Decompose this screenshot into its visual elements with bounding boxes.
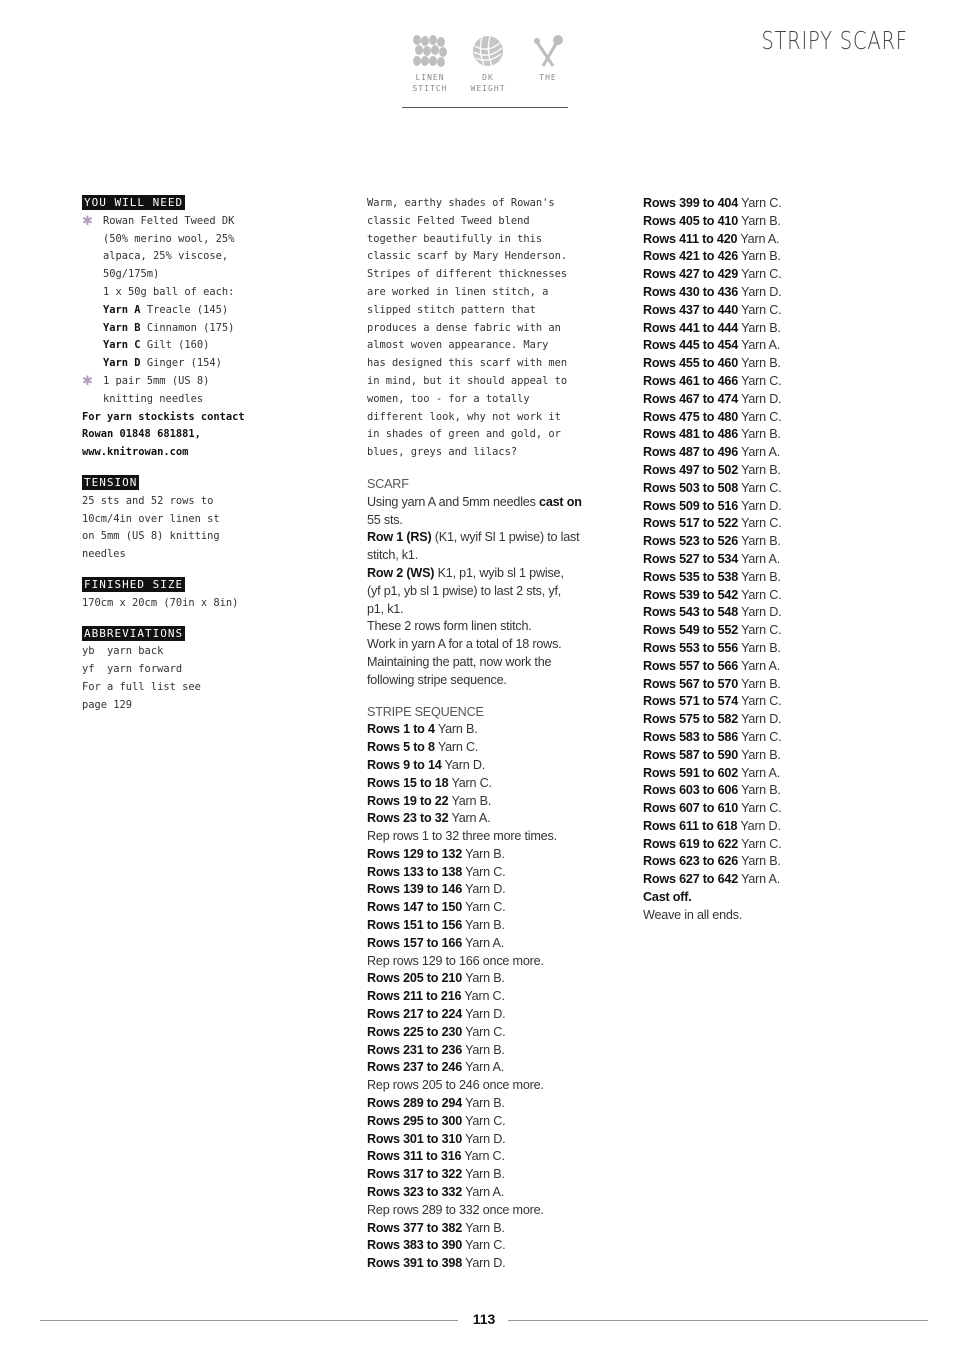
stripe-row: Rep rows 129 to 166 once more. [367, 953, 544, 968]
yarn-line: 50g/175m) [103, 268, 160, 281]
abbreviation-line: For a full list see [82, 680, 201, 693]
footer-rule-left [40, 1320, 458, 1321]
intro-line: Warm, earthy shades of Rowan's [367, 197, 555, 209]
instruction-line: 55 sts. [367, 512, 403, 527]
stripe-row: Rows 23 to 32 Yarn A. [367, 811, 491, 826]
stripe-row: Rows 399 to 404 Yarn C. [643, 196, 782, 210]
stripe-row: Rows 487 to 496 Yarn A. [643, 445, 781, 460]
stripe-row: Rows 1 to 4 Yarn B. [367, 722, 478, 737]
stripe-row: Rows 455 to 460 Yarn B. [643, 356, 781, 371]
tools-icon-box [518, 34, 578, 83]
header-icons [400, 34, 570, 110]
stripe-row: Rows 461 to 466 Yarn C. [643, 373, 782, 388]
stripe-row: Rows 311 to 316 Yarn C. [367, 1149, 505, 1164]
page-number: 113 [472, 1311, 496, 1327]
stripe-row: Rows 627 to 642 Yarn A. [643, 872, 781, 887]
tension-line: 10cm/4in over linen st [82, 512, 220, 525]
stripe-row: Rows 481 to 486 Yarn B. [643, 427, 781, 442]
tools-caption: THE [539, 73, 557, 82]
footer-rule-right [508, 1320, 928, 1321]
stripe-row: Rows 9 to 14 Yarn D. [367, 757, 486, 772]
stripe-row: Rows 323 to 332 Yarn A. [367, 1185, 505, 1200]
instruction-line: following stripe sequence. [367, 672, 507, 687]
yarn-line: 1 x 50g ball of each: [103, 285, 235, 298]
section-heading: TENSION [84, 475, 138, 489]
yarn-b: Yarn B Cinnamon (175) [103, 321, 235, 334]
instruction-line: Work in yarn A for a total of 18 rows. [367, 637, 562, 652]
stripe-row: Rows 539 to 542 Yarn C. [643, 587, 782, 602]
tension-line: on 5mm (US 8) knitting [82, 530, 220, 543]
stripe-row: Rows 295 to 300 Yarn C. [367, 1113, 506, 1128]
stripe-row: Rows 15 to 18 Yarn C. [367, 775, 492, 790]
stripe-row: Rows 139 to 146 Yarn D. [367, 882, 506, 897]
section-heading: FINISHED SIZE [84, 577, 184, 591]
intro-line: slipped stitch pattern that [367, 303, 536, 316]
materials-column [82, 195, 312, 728]
tension-section [82, 475, 312, 564]
stripe-row: Rows 289 to 294 Yarn B. [367, 1096, 505, 1111]
tension-line: 25 sts and 52 rows to [82, 494, 214, 507]
intro-text [367, 195, 617, 462]
stripe-row: Rows 19 to 22 Yarn B. [367, 793, 492, 808]
abbreviations-section [82, 626, 312, 715]
star-bullet-icon: ✱ [82, 373, 93, 389]
stripe-row: Rep rows 1 to 32 three more times. [367, 829, 557, 844]
stripe-row: Rows 151 to 156 Yarn B. [367, 918, 505, 933]
stripe-row: Rows 543 to 548 Yarn D. [643, 605, 782, 620]
stripe-row: Rows 5 to 8 Yarn C. [367, 740, 479, 755]
stripe-row: Rows 557 to 566 Yarn A. [643, 658, 781, 673]
stockists-link[interactable]: www.knitrowan.com [82, 446, 189, 459]
yarn-a: Yarn A Treacle (145) [103, 303, 229, 316]
tension-line: needles [82, 548, 126, 561]
stockists-line: For yarn stockists contact [82, 410, 245, 423]
needles-item [82, 373, 312, 409]
header-rule [402, 107, 568, 108]
stripe-continued-column [643, 195, 863, 925]
stripe-row: Rows 377 to 382 Yarn B. [367, 1220, 505, 1235]
stripe-row: Rows 427 to 429 Yarn C. [643, 267, 782, 282]
stripe-row: Rows 475 to 480 Yarn C. [643, 409, 782, 424]
stripe-row: Rows 301 to 310 Yarn D. [367, 1131, 506, 1146]
stripe-row: Rows 437 to 440 Yarn C. [643, 302, 782, 317]
intro-line: almost woven appearance. Mary [367, 339, 549, 352]
needles-line: 1 pair 5mm (US 8) [103, 374, 210, 387]
stripe-row: Rows 571 to 574 Yarn C. [643, 694, 782, 709]
intro-line: are worked in linen stitch, a [367, 285, 549, 298]
intro-line: classic scarf by Mary Henderson. [367, 250, 568, 263]
stripe-row: Rows 147 to 150 Yarn C. [367, 900, 506, 915]
stripe-row: Rows 623 to 626 Yarn B. [643, 854, 781, 869]
stripe-row: Rows 421 to 426 Yarn B. [643, 249, 781, 264]
stripe-row: Cast off. [643, 890, 692, 905]
yarn-d: Yarn D Ginger (154) [103, 357, 222, 370]
section-heading: YOU WILL NEED [84, 196, 184, 209]
yarn-line: (50% merino wool, 25% [103, 232, 235, 245]
intro-line: women, too - for a totally [367, 392, 530, 405]
stripe-row: Rows 523 to 526 Yarn B. [643, 534, 781, 549]
stripe-row: Rows 467 to 474 Yarn D. [643, 391, 782, 406]
stockists-line: Rowan 01848 681881, [82, 428, 201, 441]
stitch-texture-icon [411, 34, 449, 68]
intro-line: Stripes of different thicknesses [367, 268, 568, 281]
needles-line: knitting needles [103, 392, 204, 405]
stripe-row: Rows 225 to 230 Yarn C. [367, 1024, 506, 1039]
tools-icon [531, 34, 565, 68]
abbreviation-line: yb yarn back [82, 645, 164, 658]
finished-size-section [82, 577, 312, 613]
stripe-row: Rows 317 to 322 Yarn B. [367, 1167, 505, 1182]
stripe-row: Rows 383 to 390 Yarn C. [367, 1238, 506, 1253]
stripe-row: Rows 583 to 586 Yarn C. [643, 729, 782, 744]
stripe-row: Rows 567 to 570 Yarn B. [643, 676, 781, 691]
stripe-row: Rows 575 to 582 Yarn D. [643, 712, 782, 727]
pattern-column [367, 195, 617, 1273]
you-will-need-section [82, 195, 312, 462]
stripe-row: Rows 133 to 138 Yarn C. [367, 864, 506, 879]
instruction-line: Using yarn A and 5mm needles cast on [367, 494, 582, 509]
stripe-row: Rows 549 to 552 Yarn C. [643, 623, 782, 638]
star-bullet-icon: ✱ [82, 213, 93, 229]
stripe-row: Rows 211 to 216 Yarn C. [367, 989, 505, 1004]
intro-line: together beautifully in this [367, 232, 543, 245]
stripe-row: Rows 509 to 516 Yarn D. [643, 498, 782, 513]
intro-line: classic Felted Tweed blend [367, 214, 530, 227]
stripe-row: Rows 411 to 420 Yarn A. [643, 231, 780, 246]
stripe-row: Rows 611 to 618 Yarn D. [643, 818, 781, 833]
stripe-row: Rep rows 205 to 246 once more. [367, 1078, 544, 1093]
stripe-row: Rows 517 to 522 Yarn C. [643, 516, 782, 531]
yarn-caption: DK WEIGHT [470, 73, 506, 93]
intro-line: blues, greys and lilacs? [367, 446, 518, 459]
intro-line: produces a dense fabric with an [367, 321, 561, 334]
yarn-ball-icon-box [458, 34, 518, 94]
stripe-row: Rows 527 to 534 Yarn A. [643, 551, 781, 566]
stripe-row: Rows 441 to 444 Yarn B. [643, 320, 781, 335]
stripe-row: Rows 237 to 246 Yarn A. [367, 1060, 505, 1075]
stripe-row: Rows 231 to 236 Yarn B. [367, 1042, 505, 1057]
stripe-row: Rows 405 to 410 Yarn B. [643, 213, 781, 228]
stripe-row: Rows 129 to 132 Yarn B. [367, 846, 505, 861]
stripe-sequence-heading: STRIPE SEQUENCE [367, 704, 484, 719]
page-title: STRIPY SCARF [761, 26, 908, 55]
stripe-row: Rows 603 to 606 Yarn B. [643, 783, 781, 798]
stitch-caption: LINEN STITCH [412, 73, 448, 93]
instruction-line: p1, k1. [367, 601, 404, 616]
intro-line: has designed this scarf with men [367, 357, 568, 370]
instruction-line: Row 2 (WS) K1, p1, wyib sl 1 pwise, [367, 565, 564, 580]
yarn-line: alpaca, 25% viscose, [103, 250, 229, 263]
yarn-line: Rowan Felted Tweed DK [103, 214, 235, 227]
stitch-texture-icon-box [400, 34, 460, 94]
stripe-rows [367, 721, 617, 1273]
instruction-line: Maintaining the patt, now work the [367, 654, 552, 669]
stripe-rows-continued [643, 195, 863, 925]
stripe-row: Rows 430 to 436 Yarn D. [643, 284, 782, 299]
abbreviation-line: page 129 [82, 698, 133, 711]
instruction-line: stitch, k1. [367, 548, 418, 563]
stripe-row: Rows 205 to 210 Yarn B. [367, 971, 505, 986]
yarn-item [82, 213, 312, 373]
scarf-section [367, 476, 617, 1273]
stripe-row: Rows 503 to 508 Yarn C. [643, 480, 782, 495]
size-line: 170cm x 20cm (70in x 8in) [82, 596, 239, 609]
stripe-row: Rows 445 to 454 Yarn A. [643, 338, 781, 353]
stripe-row: Rows 497 to 502 Yarn B. [643, 462, 781, 477]
intro-line: different look, why not work it [367, 410, 561, 423]
instruction-line: (yf p1, yb sl 1 pwise) to last 2 sts, yf, [367, 583, 562, 598]
stripe-row: Rows 591 to 602 Yarn A. [643, 765, 781, 780]
stripe-row: Rows 217 to 224 Yarn D. [367, 1007, 506, 1022]
stripe-row: Rows 607 to 610 Yarn C. [643, 801, 782, 816]
yarn-ball-icon [470, 34, 506, 68]
stripe-row: Rows 157 to 166 Yarn A. [367, 935, 505, 950]
stripe-row: Rows 553 to 556 Yarn B. [643, 640, 781, 655]
intro-line: in shades of green and gold, or [367, 428, 561, 441]
stripe-row: Rep rows 289 to 332 once more. [367, 1202, 544, 1217]
stripe-row: Rows 535 to 538 Yarn B. [643, 569, 781, 584]
instruction-line: Row 1 (RS) (K1, wyif Sl 1 pwise) to last [367, 530, 580, 545]
stripe-row: Rows 619 to 622 Yarn C. [643, 836, 782, 851]
intro-line: in mind, but it should appeal to [367, 374, 568, 387]
instruction-line: These 2 rows form linen stitch. [367, 619, 532, 634]
scarf-instructions [367, 494, 617, 690]
abbreviation-line: yf yarn forward [82, 663, 183, 676]
scarf-heading: SCARF [367, 476, 409, 491]
section-heading: ABBREVIATIONS [84, 626, 184, 640]
yarn-c: Yarn C Gilt (160) [103, 339, 210, 352]
stripe-row: Rows 587 to 590 Yarn B. [643, 747, 781, 762]
stripe-row: Weave in all ends. [643, 907, 743, 922]
stripe-row: Rows 391 to 398 Yarn D. [367, 1256, 506, 1271]
